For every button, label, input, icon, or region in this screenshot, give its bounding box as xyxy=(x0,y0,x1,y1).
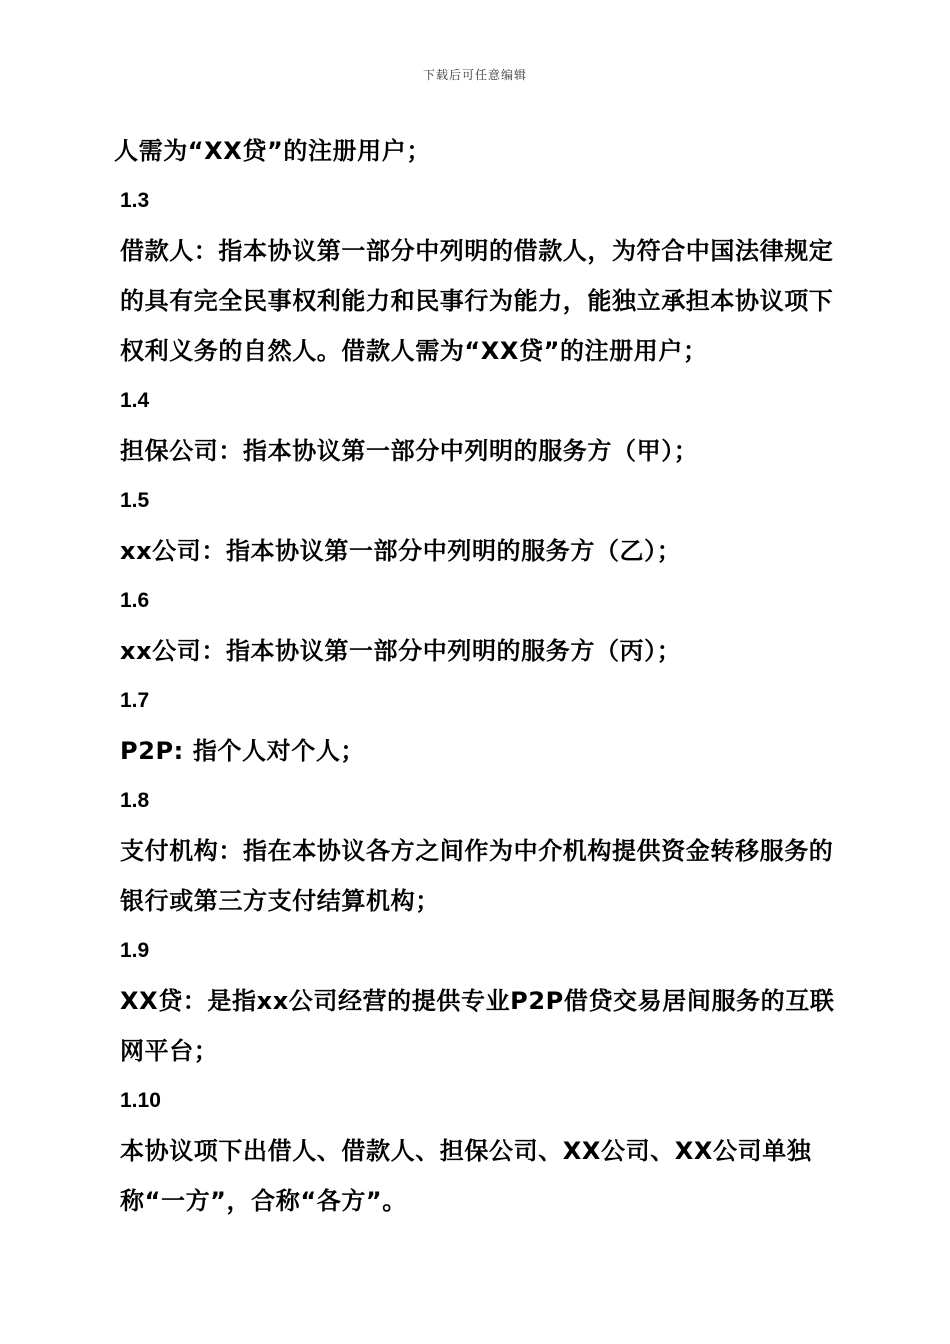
definition-p2p: P2P: 指个人对个人； xyxy=(120,737,366,765)
section-number-1-8: 1.8 xyxy=(120,789,150,812)
definition-guarantor: 担保公司：指本协议第一部分中列明的服务方（甲）； xyxy=(120,437,699,465)
section-number-1-4: 1.4 xyxy=(120,389,150,412)
definition-platform: XX贷：是指xx公司经营的提供专业P2P借贷交易居间服务的互联网平台； xyxy=(120,987,835,1065)
definition-service-party-b: xx公司：指本协议第一部分中列明的服务方（乙）； xyxy=(120,537,682,565)
section-number-1-5: 1.5 xyxy=(120,489,150,512)
page-header: 下载后可任意编辑 xyxy=(422,68,527,82)
document-body xyxy=(114,126,844,1226)
definition-borrower: 借款人：指本协议第一部分中列明的借款人，为符合中国法律规定的具有完全民事权利能力和民事行为能力，能独立承担本协议项下权利义务的自然人。借款人需为“XX贷”的注册用户； xyxy=(120,237,834,365)
section-number-1-6: 1.6 xyxy=(120,589,150,612)
section-number-1-3: 1.3 xyxy=(120,189,150,212)
section-number-1-10: 1.10 xyxy=(120,1089,161,1112)
definition-parties: 本协议项下出借人、借款人、担保公司、XX公司、XX公司单独称“一方”，合称“各方”。 xyxy=(120,1137,812,1215)
definition-payment-institution: 支付机构：指在本协议各方之间作为中介机构提供资金转移服务的银行或第三方支付结算机构； xyxy=(120,837,834,915)
intro-paragraph: 人需为“XX贷”的注册用户； xyxy=(114,137,431,165)
section-number-1-7: 1.7 xyxy=(120,689,150,712)
definition-service-party-c: xx公司：指本协议第一部分中列明的服务方（丙）； xyxy=(120,637,682,665)
section-number-1-9: 1.9 xyxy=(120,939,150,962)
